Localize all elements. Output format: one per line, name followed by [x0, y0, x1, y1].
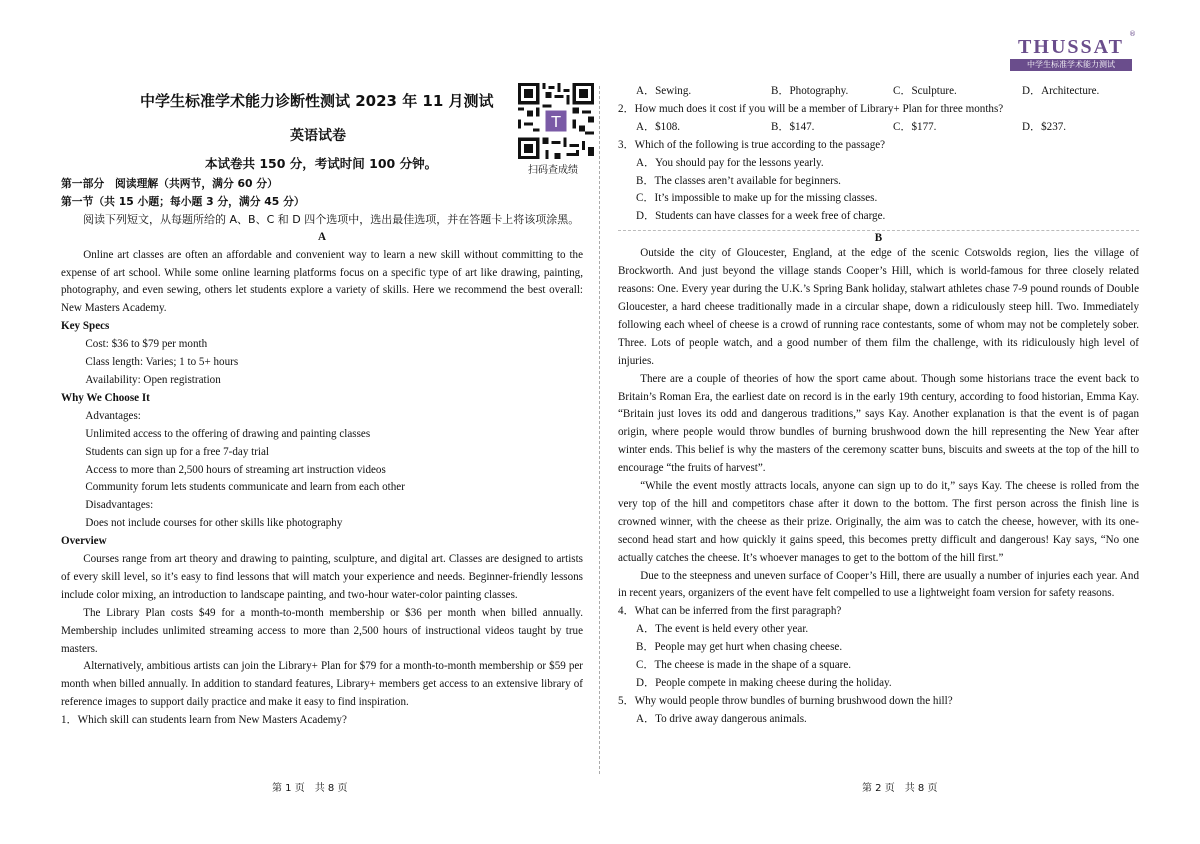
- key-specs-heading: Key Specs: [61, 320, 110, 333]
- option-d[interactable]: D．Students can have classes for a week free of charge.: [636, 210, 886, 223]
- option-b[interactable]: B．Photography.: [771, 85, 849, 97]
- why-heading: Why We Choose It: [61, 391, 150, 404]
- part1-heading: 第一部分 阅读理解（共两节，满分 60 分）: [61, 177, 278, 190]
- svg-text:T: T: [551, 113, 561, 132]
- disadvantage-item: Does not include courses for other skills like photography: [85, 517, 343, 530]
- page-footer-right: 第 2 页 共 8 页: [862, 783, 938, 794]
- option-c[interactable]: C．The cheese is made in the shape of a square.: [636, 659, 852, 672]
- key-spec-class-length: Class length: Varies; 1 to 5+ hours: [85, 356, 239, 369]
- option-a[interactable]: A．Sewing.: [636, 85, 692, 97]
- right-column: [618, 83, 1139, 729]
- advantage-item: Community forum lets students communicate and learn from each other: [85, 481, 405, 494]
- q1-options: [618, 83, 1139, 101]
- qr-label: 扫码查成绩: [528, 165, 578, 176]
- advantage-item: Unlimited access to the offering of drawing and painting classes: [85, 427, 371, 440]
- passage-b-paragraph: “While the event mostly attracts locals, anyone can sign up to do it,” says Kay. The cheese is rolled from the very top of the hill and competitors chase after it down to the bottom. The first person across the finish line is crowned winner, with the cheese as their prize. Originally, the aim was to catch the cheese, however, with its one-second head start and how quickly it gains speed, this becomes pretty difficult and dangerous! Kay says, “No one actually catches the cheese. It’s whoever manages to get to the bottom of the hill first.”: [618, 480, 1139, 564]
- option-d[interactable]: D．$237.: [1022, 120, 1067, 133]
- column-divider: [599, 86, 600, 774]
- question-3: 3．Which of the following is true according to the passage?: [618, 138, 886, 151]
- logo-subtitle: 中学生标准学术能力测试: [1010, 59, 1132, 71]
- qr-code-icon[interactable]: [518, 83, 594, 159]
- option-a[interactable]: A．You should pay for the lessons yearly.: [636, 156, 824, 169]
- advantages-label: Advantages:: [85, 409, 141, 422]
- overview-heading: Overview: [61, 535, 107, 548]
- option-d[interactable]: D．Architecture.: [1022, 85, 1100, 97]
- option-b[interactable]: B．$147.: [771, 120, 815, 133]
- passage-a-intro: Online art classes are often an affordable and convenient way to learn a new skill without committing to the expense of art school. While some online learning platforms focus on a specific type of art like drawing, painting, photography, and even sewing, others let students explore a variety of skills. Here we recommend the best overall: New Masters Academy.: [61, 248, 583, 315]
- option-d[interactable]: D．People compete in making cheese during the holiday.: [636, 677, 892, 689]
- registered-mark: ®: [1129, 30, 1136, 38]
- exam-subject: 英语试卷: [290, 128, 346, 144]
- disadvantages-label: Disadvantages:: [85, 499, 154, 512]
- option-a[interactable]: A．$108.: [636, 120, 681, 133]
- question-5: 5．Why would people throw bundles of burning brushwood down the hill?: [618, 694, 953, 707]
- key-spec-availability: Availability: Open registration: [85, 373, 221, 386]
- option-c[interactable]: C．It’s impossible to make up for the missing classes.: [636, 192, 878, 205]
- passage-b-paragraph: Outside the city of Gloucester, England, at the edge of the scenic Cotswolds region, lies the village of Brockworth. And just beyond the village stands Cooper’s Hill, which is world-famous for three closely related reasons: One. Every year during the U.K.’s Spring Bank holiday, stalwart athletes chase 7-9 pound rounds of Double Gloucester, a hard cheese traditionally made in a circular shape, down a ridiculously steep hill. Two. Immediately following each wheel of cheese is a crowd of running race contestants, some of whom may not be completely sober. Three. Lots of people watch, and a good number of them film the challenge, with its ridiculously high level of injuries.: [618, 247, 1139, 367]
- question-2: 2．How much does it cost if you will be a member of Library+ Plan for three months?: [618, 102, 1004, 115]
- option-a[interactable]: A．To drive away dangerous animals.: [636, 712, 807, 725]
- passage-b-paragraph: There are a couple of theories of how the sport came about. Though some historians trace the event back to Britain’s Roman Era, the earliest date on record is in the early 19th century, according to food historian, Emma Kay. “Britain just loves its odd and dangerous traditions,” says Kay. Another explanation is that the event is of pagan origin, where people would throw bundles of burning brushwood down the hill representing the New Year after winter ends. This belief is why the masters of the ceremony scatter buns, biscuits and sweets at the top of the hill to encourage “the fruits of harvest”.: [618, 372, 1139, 475]
- overview-paragraph: The Library Plan costs $49 for a month-to-month membership or $36 per month when billed annually. Membership includes unlimited streaming access to more than 2,500 hours of instructional videos taught by true masters.: [61, 606, 583, 655]
- exam-info: 本试卷共 150 分，考试时间 100 分钟。: [205, 156, 438, 171]
- overview-paragraph: Courses range from art theory and drawing to painting, sculpture, and digital art. Classes are designed to artists of every skill level, so it’s easy to find lessons that will match your experience and needs. Beginner-friendly lessons include color mixing, an introduction to landscape painting, and two-hour water-color painting classes.: [61, 553, 583, 601]
- option-b[interactable]: B．People may get hurt when chasing cheese.: [636, 641, 843, 654]
- logo-name: THUSSAT: [1018, 36, 1124, 58]
- page-footer-left: 第 1 页 共 8 页: [272, 783, 348, 794]
- question-1: 1．Which skill can students learn from New Masters Academy?: [61, 714, 347, 727]
- option-b[interactable]: B．The classes aren’t available for beginners.: [636, 174, 841, 187]
- option-a[interactable]: A．The event is held every other year.: [636, 623, 809, 636]
- question-4: 4．What can be inferred from the first paragraph?: [618, 605, 842, 618]
- option-c[interactable]: C．$177.: [893, 120, 937, 133]
- left-column: [61, 175, 583, 730]
- section1-heading: 第一节（共 15 小题；每小题 3 分，满分 45 分）: [61, 194, 305, 208]
- passage-b-label: B: [874, 232, 883, 245]
- advantage-item: Students can sign up for a free 7-day trial: [85, 445, 270, 458]
- passage-b-paragraph: Due to the steepness and uneven surface of Cooper’s Hill, there are usually a number of injuries each year. And in recent years, organizers of the event have felt compelled to use a lightweight foam version for safety reasons.: [618, 569, 1139, 600]
- thussat-logo: [1010, 30, 1136, 71]
- advantage-item: Access to more than 2,500 hours of streaming art instruction videos: [85, 463, 386, 476]
- q2-options: [618, 119, 1139, 137]
- passage-a-label: A: [317, 230, 326, 243]
- option-c[interactable]: C．Sculpture.: [893, 85, 957, 97]
- exam-title: 中学生标准学术能力诊断性测试 2023 年 11 月测试: [140, 92, 494, 110]
- instructions: 阅读下列短文，从每题所给的 A、B、C 和 D 四个选项中，选出最佳选项，并在答题卡上将该项涂黑。: [83, 212, 580, 226]
- overview-paragraph: Alternatively, ambitious artists can join the Library+ Plan for $79 for a month-to-month membership or $59 per month when billed annually. In addition to standard features, Library+ members get access to an extensive library of reference images to support daily practice and make it easy to find inspiration.: [61, 660, 583, 709]
- key-spec-cost: Cost: $36 to $79 per month: [85, 338, 208, 351]
